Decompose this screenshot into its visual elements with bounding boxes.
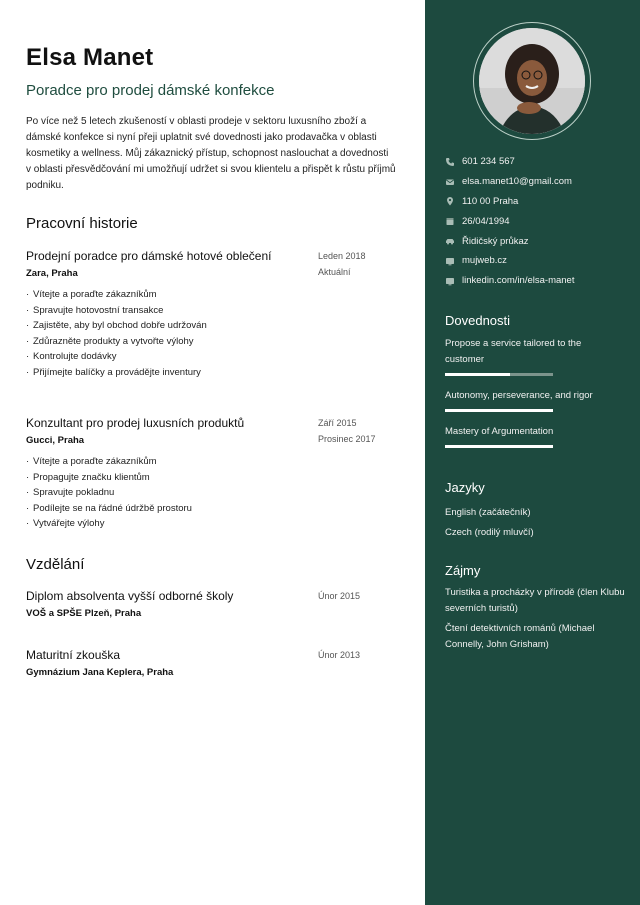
contact-phone-text: 601 234 567 bbox=[462, 156, 515, 168]
work-entry-tasks bbox=[26, 454, 396, 532]
date-start: Září 2015 bbox=[318, 418, 357, 428]
education-entry bbox=[26, 647, 396, 678]
contact-website[interactable] bbox=[445, 251, 574, 271]
task-item: · Vítejte a poraďte zákazníkům bbox=[26, 287, 396, 303]
contact-linkedin-link[interactable]: linkedin.com/in/elsa-manet bbox=[462, 275, 575, 287]
work-entry-title: Konzultant pro prodej luxusních produktů bbox=[26, 416, 245, 430]
date-end: Aktuální bbox=[318, 267, 351, 277]
interest-item: Čtení detektivních románů (Michael Connelly, John Grisham) bbox=[445, 623, 595, 650]
candidate-name: Elsa Manet bbox=[26, 44, 154, 71]
contact-address-text: 110 00 Praha bbox=[462, 195, 519, 207]
contact-birthdate-text: 26/04/1994 bbox=[462, 215, 510, 227]
education-entry-school: VOŠ a SPŠE Plzeň, Praha bbox=[26, 608, 142, 619]
skill-item bbox=[445, 388, 620, 412]
task-item: · Vítejte a poraďte zákazníkům bbox=[26, 454, 396, 470]
language-item: Czech (rodilý mluvčí) bbox=[445, 527, 534, 538]
skill-label: Mastery of Argumentation bbox=[445, 426, 554, 437]
phone-icon bbox=[445, 157, 455, 167]
task-item: · Přijímejte balíčky a provádějte inventury bbox=[26, 365, 396, 381]
education-entry-date: Únor 2013 bbox=[318, 650, 361, 660]
skill-item bbox=[445, 336, 620, 376]
skill-level-bar bbox=[445, 373, 553, 376]
task-item: · Zdůrazněte produkty a vytvořte výlohy bbox=[26, 334, 396, 350]
task-item: · Zajistěte, aby byl obchod dobře udržován bbox=[26, 318, 396, 334]
contact-email-text: elsa.manet10@gmail.com bbox=[462, 176, 572, 188]
skill-level-fill bbox=[445, 445, 553, 448]
languages-heading: Jazyky bbox=[445, 480, 485, 495]
skill-label: Propose a service tailored to the customer bbox=[445, 338, 582, 365]
work-entry bbox=[26, 415, 396, 532]
task-item: · Vytvářejte výlohy bbox=[26, 516, 396, 532]
education-heading: Vzdělání bbox=[26, 556, 85, 573]
skill-level-bar bbox=[445, 409, 553, 412]
work-history-heading: Pracovní historie bbox=[26, 215, 138, 232]
work-entry-tasks bbox=[26, 287, 396, 380]
education-entry-title: Diplom absolventa vyšší odborné školy bbox=[26, 589, 234, 603]
contact-phone bbox=[445, 152, 574, 172]
date-end: Prosinec 2017 bbox=[318, 434, 376, 444]
language-item: English (začátečník) bbox=[445, 507, 531, 518]
skill-label: Autonomy, perseverance, and rigor bbox=[445, 390, 593, 401]
task-item: · Spravujte hotovostní transakce bbox=[26, 303, 396, 319]
education-entry-date: Únor 2015 bbox=[318, 591, 361, 601]
work-entry-title: Prodejní poradce pro dámské hotové oblečení bbox=[26, 249, 272, 263]
task-item: · Propagujte značku klientům bbox=[26, 470, 396, 486]
location-icon bbox=[445, 196, 455, 206]
work-entry-employer: Gucci, Praha bbox=[26, 435, 85, 446]
contact-license bbox=[445, 231, 574, 251]
skill-item bbox=[445, 424, 620, 448]
contact-birthdate bbox=[445, 211, 574, 231]
skill-level-fill bbox=[445, 409, 553, 412]
car-icon bbox=[445, 236, 455, 246]
task-item: · Spravujte pokladnu bbox=[26, 485, 396, 501]
contact-license-text: Řidičský průkaz bbox=[462, 235, 529, 247]
skills-heading: Dovednosti bbox=[445, 313, 511, 328]
skill-level-fill bbox=[445, 373, 510, 376]
contact-address bbox=[445, 192, 574, 212]
education-entry bbox=[26, 588, 396, 619]
contact-email bbox=[445, 172, 574, 192]
profile-photo bbox=[479, 28, 585, 134]
task-item: · Podílejte se na řádné údržbě prostoru bbox=[26, 501, 396, 517]
work-entry bbox=[26, 248, 396, 380]
job-title: Poradce pro prodej dámské konfekce bbox=[26, 82, 275, 99]
work-entry-dates bbox=[318, 415, 398, 447]
languages-list bbox=[445, 503, 625, 543]
work-entry-employer: Zara, Praha bbox=[26, 268, 78, 279]
interest-item: Turistika a procházky v přírodě (člen Klubu severních turistů) bbox=[445, 587, 625, 614]
contact-website-link[interactable]: mujweb.cz bbox=[462, 255, 507, 267]
profile-summary: Po více než 5 letech zkušeností v oblasti prodeje v sektoru luxusního zboží a dámské konfekce si nyní přeji uplatnit své dovednosti jako prodavačka v oblasti kosmetiky a wellness. Můj zákaznický přístup, schopnost naslouchat a dovednosti v oblasti přesvědčování mi umožňují udržet si svou klientelu a přispět k růstu příjmů podniku. bbox=[26, 116, 396, 191]
education-entry-title: Maturitní zkouška bbox=[26, 648, 121, 662]
linkedin-icon bbox=[445, 276, 455, 286]
sidebar bbox=[425, 0, 640, 905]
email-icon bbox=[445, 177, 455, 187]
calendar-icon bbox=[445, 216, 455, 226]
task-item: · Kontrolujte dodávky bbox=[26, 349, 396, 365]
interests-heading: Zájmy bbox=[445, 563, 481, 578]
work-entry-dates bbox=[318, 248, 398, 280]
contact-list bbox=[445, 152, 574, 291]
website-icon bbox=[445, 256, 455, 266]
interests-list bbox=[445, 585, 625, 653]
education-entry-school: Gymnázium Jana Keplera, Praha bbox=[26, 667, 174, 678]
skill-level-bar bbox=[445, 445, 553, 448]
date-start: Leden 2018 bbox=[318, 251, 366, 261]
contact-linkedin[interactable] bbox=[445, 271, 574, 291]
